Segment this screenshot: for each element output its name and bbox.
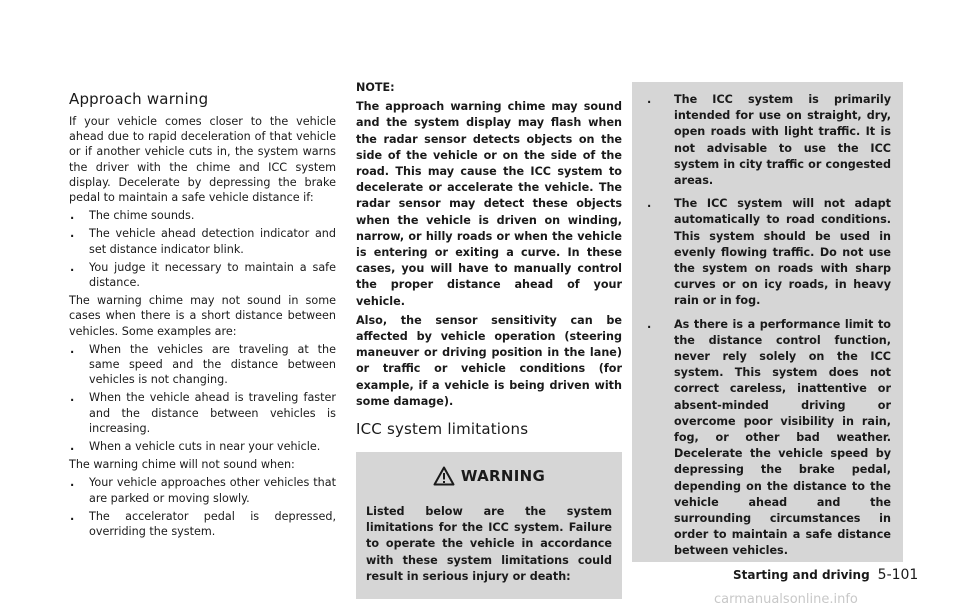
bullet-marker: . (70, 509, 75, 523)
bullet-marker: . (70, 209, 75, 223)
bullet-marker: . (647, 197, 652, 211)
list-item: . You judge it necessary to maintain a safe distance. (70, 260, 336, 290)
paragraph-no-chime: The warning chime will not sound when: (69, 458, 295, 472)
list-item: . When the vehicle ahead is traveling faster and the distance between vehicles is increasing. (70, 391, 336, 435)
list-item: . As there is a performance limit to the distance control function, never rely solely on the ICC system. This system does not correct careless, inattentive or absent-minded driving or overcome poor visibility in rain, fog, or other bad weather. Decelerate the vehicle speed by depressing the brake pedal, depending on the distance to the vehicle ahead and the surrounding circumstances in order to maintain a safe distance between vehicles. (647, 317, 891, 558)
list-item: . Your vehicle approaches other vehicles that are parked or moving slowly. (70, 476, 336, 505)
list-item: . When the vehicles are traveling at the same speed and the distance between vehicles is not changing. (70, 342, 336, 387)
list-item: . When a vehicle cuts in near your vehicle. (70, 440, 321, 454)
bullet-marker: . (70, 440, 75, 454)
bullet-marker: . (70, 227, 75, 241)
watermark: carmanualsonline.info (714, 592, 858, 607)
note-paragraph-2: Also, the sensor sensitivity can be affected by vehicle operation (steering maneuver or driving position in the lane) or traffic or vehicle conditions (for example, if a vehicle is being driven with some damage). (356, 313, 622, 408)
heading-icc-limitations: ICC system limitations (356, 420, 529, 439)
page-footer (733, 567, 918, 583)
bullet-list-3 (69, 475, 336, 539)
footer-section-title: Starting and driving (733, 568, 870, 582)
bullet-list-1 (69, 208, 336, 290)
warning-text: Listed below are the system limitations for the ICC system. Failure to operate the vehicle in accordance with these system limitations could result in serious injury or death: (366, 505, 612, 583)
bullet-list-2 (69, 342, 336, 454)
column-1 (69, 80, 336, 542)
heading-approach-warning: Approach warning (69, 90, 209, 108)
list-item: . The accelerator pedal is depressed, overriding the system. (70, 509, 336, 539)
note-label: NOTE: (356, 81, 395, 94)
paragraph-short-distance: The warning chime may not sound in some cases when there is a short distance between vehicles. Some examples are: (69, 294, 336, 338)
limitations-list (646, 92, 891, 562)
warning-box (356, 452, 622, 599)
warning-header (366, 466, 612, 486)
intro-paragraph: If your vehicle comes closer to the vehicle ahead due to rapid deceleration of that vehicle or if another vehicle cuts in, the system warns the driver with the chime and ICC system display. Decelerate by depressing the brake pedal to maintain a safe vehicle distance if: (69, 115, 336, 205)
note-paragraph-1: The approach warning chime may sound and the system display may flash when the radar sensor detects objects on the side of the vehicle or on the side of the road. This may cause the ICC system to decelerate or accelerate the vehicle. The radar sensor may detect these objects when the vehicle is driven on winding, narrow, or hilly roads or when the vehicle is entering or exiting a curve. In these cases, you will have to manually control the proper distance ahead of your vehicle. (356, 100, 622, 308)
column-3-warning-continued (632, 82, 903, 562)
page-number: 5-101 (877, 567, 919, 583)
list-item: . The chime sounds. (70, 209, 195, 223)
bullet-marker: . (70, 476, 75, 490)
bullet-marker: . (70, 391, 75, 405)
column-2 (356, 80, 622, 599)
list-item: . The vehicle ahead detection indicator and set distance indicator blink. (70, 227, 336, 256)
warning-triangle-icon (433, 466, 455, 486)
warning-title: WARNING (460, 467, 546, 486)
bullet-marker: . (647, 93, 652, 106)
bullet-marker: . (647, 317, 652, 331)
list-item: . The ICC system is primarily intended for use on straight, dry, open roads with light traffic. It is not advisable to use the ICC system in city traffic or congested areas. (647, 93, 891, 188)
bullet-marker: . (70, 342, 75, 356)
bullet-marker: . (70, 260, 75, 274)
list-item: . The ICC system will not adapt automatically to road conditions. This system should be used in evenly flowing traffic. Do not use the system on roads with sharp curves or on icy roads, in heavy rain or in fog. (647, 197, 891, 308)
